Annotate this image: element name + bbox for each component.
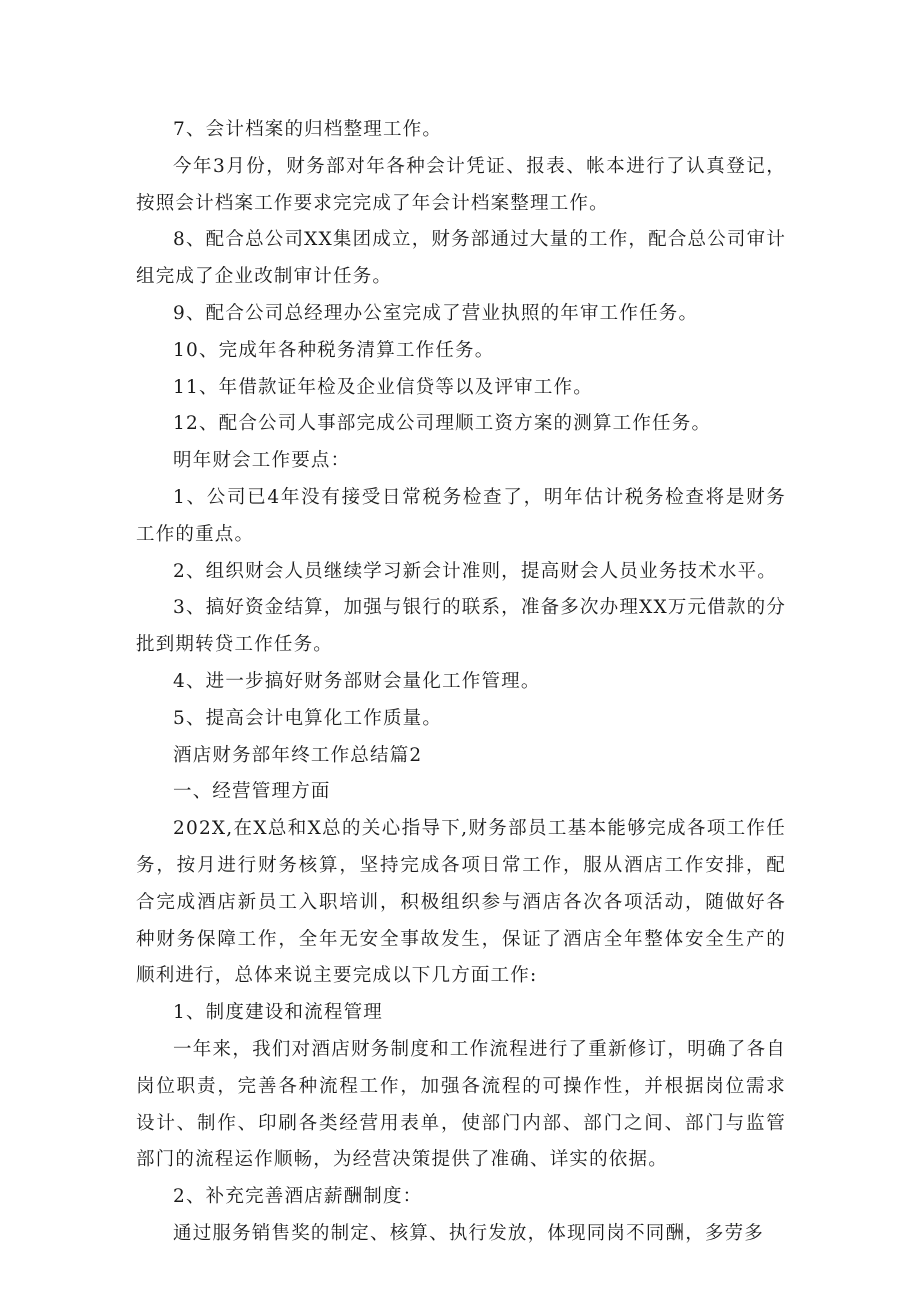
paragraph: 11、年借款证年检及企业信贷等以及评审工作。: [173, 376, 593, 398]
article-title: 酒店财务部年终工作总结篇2: [173, 744, 423, 766]
paragraph: 通过服务销售奖的制定、核算、执行发放，体现同岗不同酬，多劳多: [173, 1222, 765, 1244]
document-body: [136, 112, 786, 1253]
paragraph: 今年3月份，财务部对年各种会计凭证、报表、帐本进行了认真登记，按照会计档案工作要求完完成了年会计档案整理工作。: [136, 155, 786, 214]
paragraph: 1、公司已4年没有接受日常税务检查了，明年估计税务检查将是财务工作的重点。: [136, 486, 786, 545]
paragraph: 3、搞好资金结算，加强与银行的联系，准备多次办理XX万元借款的分批到期转贷工作任务。: [136, 597, 787, 656]
paragraph: 8、配合总公司XX集团成立，财务部通过大量的工作，配合总公司审计组完成了企业改制审计任务。: [136, 229, 787, 288]
paragraph: 5、提高会计电算化工作质量。: [173, 707, 443, 729]
paragraph: 202X,在X总和X总的关心指导下,财务部员工基本能够完成各项工作任务，按月进行财务核算，坚持完成各项日常工作，服从酒店工作安排，配合完成酒店新员工入职培训，积极组织参与酒店各次各项活动，随做好各种财务保障工作，全年无安全事故发生，保证了酒店全年整体安全生产的顺利进行，总体来说主要完成以下几方面工作:: [136, 818, 786, 987]
paragraph: 9、配合公司总经理办公室完成了营业执照的年审工作任务。: [173, 302, 699, 324]
section-heading: 明年财会工作要点：: [173, 450, 351, 472]
paragraph: 10、完成年各种税务清算工作任务。: [173, 339, 495, 361]
paragraph: 7、会计档案的归档整理工作。: [173, 119, 443, 140]
paragraph: 12、配合公司人事部完成公司理顺工资方案的测算工作任务。: [173, 413, 712, 435]
section-heading: 一、经营管理方面: [173, 781, 331, 803]
paragraph: 2、组织财会人员继续学习新会计准则，提高财会人员业务技术水平。: [173, 560, 777, 582]
paragraph: 一年来，我们对酒店财务制度和工作流程进行了重新修订，明确了各自岗位职责，完善各种流程工作，加强各流程的可操作性，并根据岗位需求设计、制作、印刷各类经营用表单，使部门内部、部门之间、部门与监管部门的流程运作顺畅，为经营决策提供了准确、详实的依据。: [136, 1038, 786, 1171]
paragraph: 4、进一步搞好财务部财会量化工作管理。: [173, 670, 541, 692]
section-heading: 1、制度建设和流程管理: [173, 1002, 383, 1024]
section-heading: 2、补充完善酒店薪酬制度：: [173, 1186, 423, 1208]
